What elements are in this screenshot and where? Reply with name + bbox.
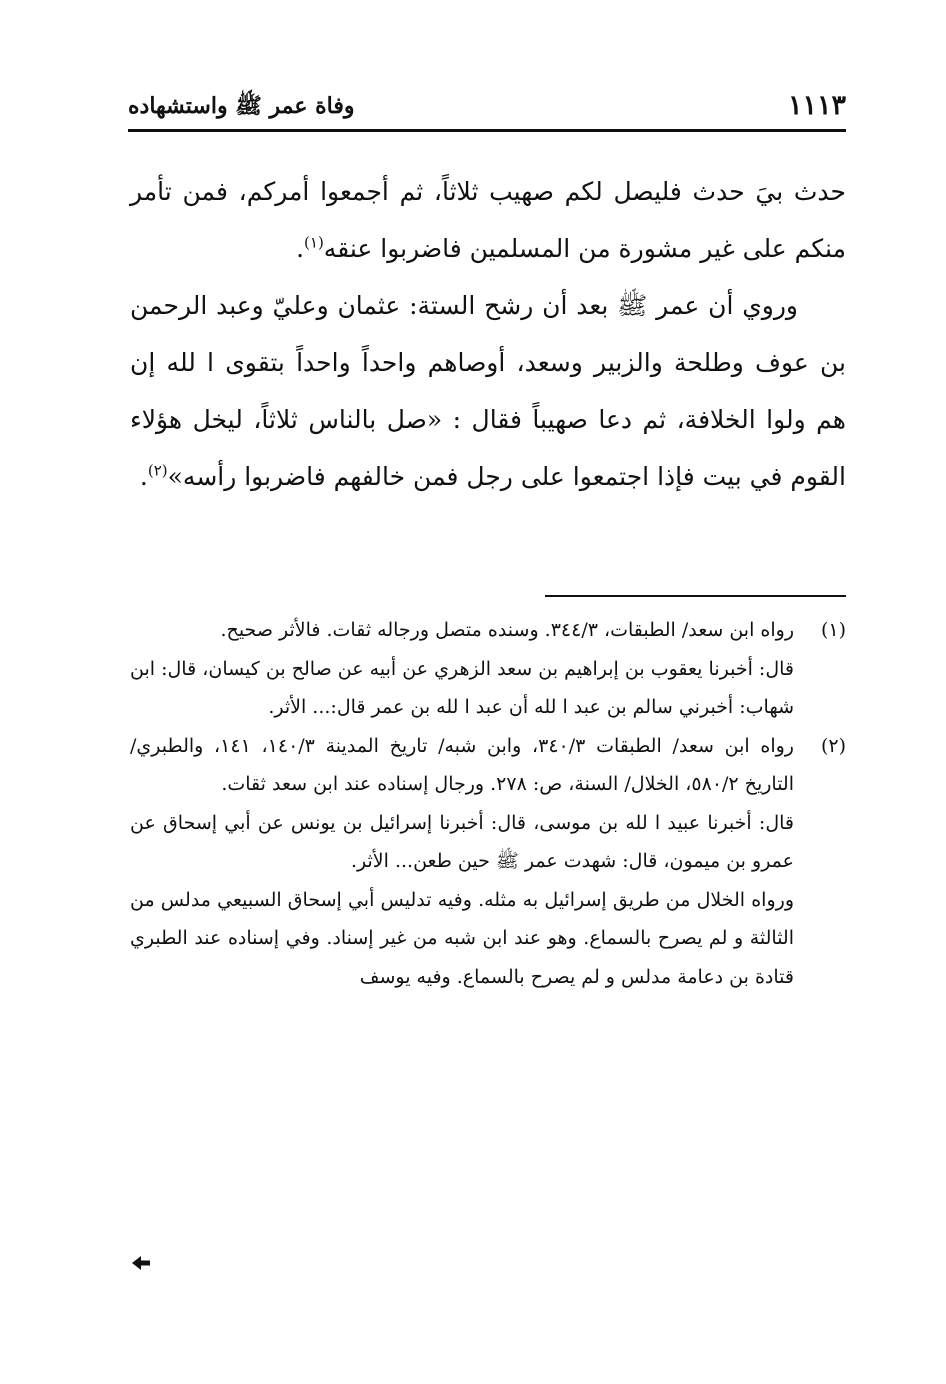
footnote-2-commentary: ورواه الخلال من طريق إسرائيل به مثله. وفيه تدليس أبي إسحاق السبيعي مدلس من الثالثة و لم يصرح بالسماع. وهو عند ابن شبه من غير إسناد. وفي إسناده عند الطبري قتادة بن دعامة مدلس و لم يصرح بالسماع. وفيه يوسف [130,888,794,988]
footnote-ref-1[interactable]: (١) [304,233,324,252]
footnotes [130,611,846,996]
paragraph-1-end: . [296,234,305,263]
footnote-separator [545,595,846,597]
paragraph-2-text: وروي أن عمر ﷺ بعد أن رشح الستة: عثمان وعليّ وعبد الرحمن بن عوف وطلحة والزبير وسعد، أوصاهم واحداً واحداً بتقوى ا لله إن هم ولوا الخلافة، ثم دعا صهيباً فقال : «صل بالناس ثلاثاً، ليخل هؤلاء القوم في بيت فإذا اجتمعوا على رجل فمن خالفهم فاضربوا رأسه» [130,291,846,491]
footnote-2 [130,727,846,804]
running-header [128,88,846,128]
paragraph-1 [130,163,846,277]
main-text [130,163,846,505]
footnote-2-chain: قال: أخبرنا عبيد ا لله بن موسى، قال: أخبرنا إسرائيل بن يونس عن أبي إسحاق عن عمرو بن ميمون، قال: شهدت عمر ﷺ حين طعن... الأثر. [130,811,794,872]
arrow-left-icon [130,1252,152,1274]
page-number: ١١١٣ [787,90,846,121]
footnote-ref-2[interactable]: (٢) [147,461,168,480]
paragraph-2 [130,277,846,505]
header-rule [128,129,846,132]
running-title: وفاة عمر ﷺ واستشهاده [128,93,355,119]
footnote-2-number: (٢) [820,734,846,757]
footnote-1 [130,611,846,650]
paragraph-2-end: . [139,462,148,491]
footnote-1-text: رواه ابن سعد/ الطبقات، ٣٤٤/٣. وسنده متصل ورجاله ثقات. فالأثر صحيح. [220,619,794,641]
footnote-2-text: رواه ابن سعد/ الطبقات ٣٤٠/٣، وابن شبه/ تاريخ المدينة ١٤٠/٣، ١٤١، والطبري/ التاريخ ٥٨٠/٢، الخلال/ السنة، ص: ٢٧٨. ورجال إسناده عند ابن سعد ثقات. [130,734,794,795]
footnote-1-number: (١) [820,619,846,641]
paragraph-1-text: حدث بيَ حدث فليصل لكم صهيب ثلاثاً، ثم أجمعوا أمركم، فمن تأمر منكم على غير مشورة من المسلمين فاضربوا عنقه [130,177,846,263]
footnote-1-chain: قال: أخبرنا يعقوب بن إبراهيم بن سعد الزهري عن أبيه عن صالح بن كيسان، قال: ابن شهاب: أخبرني سالم بن عبد ا لله أن عبد ا لله بن عمر قال:... الأثر. [130,657,794,718]
